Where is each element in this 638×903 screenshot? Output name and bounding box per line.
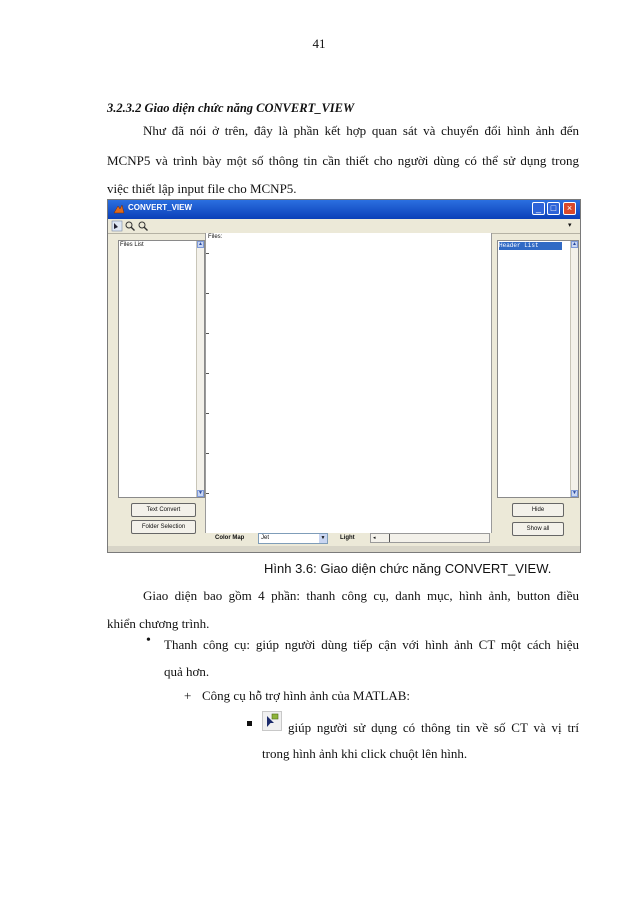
icon-item-line-1: giúp người sử dụng có thông tin về số CT và vị trí: [288, 720, 579, 735]
hide-button[interactable]: Hide: [512, 503, 564, 517]
bullet-marker: •: [146, 633, 151, 648]
zoom-out-icon[interactable]: [137, 220, 149, 232]
text-convert-button[interactable]: Text Convert: [131, 503, 196, 517]
maximize-button[interactable]: □: [547, 202, 560, 215]
axis-tick: [206, 253, 209, 254]
files-label: Files:: [208, 234, 223, 240]
header-list-label: Header List: [499, 242, 539, 249]
files-list-box[interactable]: [118, 240, 205, 498]
window-titlebar: [108, 200, 580, 219]
axis-tick: [206, 333, 209, 334]
bullet1-line-2: quả hơn.: [164, 664, 210, 679]
files-list-label: Files List: [120, 242, 144, 248]
convert-view-screenshot: [107, 199, 581, 553]
matlab-logo-icon: [113, 203, 125, 215]
toolbar-overflow-icon[interactable]: ▾: [568, 222, 572, 229]
axis-tick: [206, 453, 209, 454]
axis-tick: [206, 373, 209, 374]
page-number: 41: [312, 36, 326, 51]
intro-line-1: Như đã nói ở trên, đây là phần kết hợp quan sát và chuyển đổi hình ảnh đến: [143, 123, 579, 138]
scroll-down-icon[interactable]: ▼: [572, 490, 577, 496]
color-map-label: Color Map: [215, 535, 245, 541]
body-line-2: khiển chương trình.: [107, 616, 210, 631]
close-button[interactable]: ×: [563, 202, 576, 215]
folder-selection-button[interactable]: Folder Selection: [131, 520, 196, 534]
icon-item-line-2: trong hình ảnh khi click chuột lên hình.: [262, 746, 468, 761]
scroll-down-icon[interactable]: ▼: [198, 490, 203, 496]
header-list-scrollbar[interactable]: [570, 241, 578, 497]
window-title: CONVERT_VIEW: [128, 203, 193, 212]
axis-tick: [206, 413, 209, 414]
zoom-in-icon[interactable]: [124, 220, 136, 232]
image-axes-area[interactable]: [205, 233, 492, 533]
axis-tick: [206, 293, 209, 294]
scroll-up-icon[interactable]: ▲: [198, 241, 203, 247]
header-list-box[interactable]: [497, 240, 579, 498]
intro-line-3: việc thiết lập input file cho MCNP5.: [107, 181, 297, 196]
intro-line-2: MCNP5 và trình bày một số thông tin cần thiết cho người dùng có thể sử dụng trong: [107, 153, 579, 168]
files-list-scrollbar[interactable]: [196, 241, 204, 497]
color-map-dropdown[interactable]: [258, 533, 328, 544]
sub-item-text: Công cụ hỗ trợ hình ảnh của MATLAB:: [202, 688, 410, 703]
chevron-down-icon[interactable]: ▼: [320, 535, 326, 541]
body-line-1: Giao diện bao gồm 4 phần: thanh công cụ, danh mục, hình ảnh, button điều: [143, 588, 579, 603]
light-label: Light: [340, 535, 355, 541]
sub-item-marker: +: [184, 688, 192, 703]
square-bullet: [247, 721, 252, 726]
show-all-button[interactable]: Show all: [512, 522, 564, 536]
minimize-button[interactable]: _: [532, 202, 545, 215]
axis-tick: [206, 493, 209, 494]
data-cursor-icon: [262, 711, 282, 731]
data-cursor-tool-icon[interactable]: [111, 220, 123, 232]
scroll-up-icon[interactable]: ▲: [572, 241, 577, 247]
figure-toolbar: [108, 219, 580, 234]
bullet1-line-1: Thanh công cụ: giúp người dùng tiếp cận với hình ảnh CT một cách hiệu: [164, 637, 579, 652]
section-heading: 3.2.3.2 Giao diện chức năng CONVERT_VIEW: [107, 101, 355, 115]
color-map-value: Jet: [261, 535, 270, 541]
status-strip: [108, 546, 580, 552]
figure-caption: Hình 3.6: Giao diện chức năng CONVERT_VIEW.: [264, 561, 552, 576]
light-slider[interactable]: ◂: [370, 533, 490, 543]
